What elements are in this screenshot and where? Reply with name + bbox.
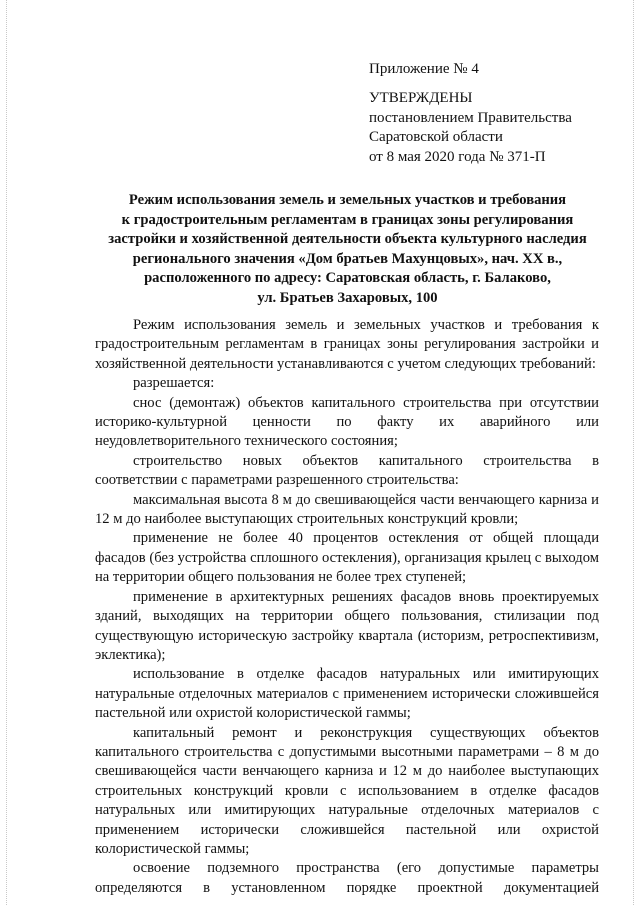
title-line: ул. Братьев Захаровых, 100	[257, 289, 438, 306]
title-line: расположенного по адресу: Саратовская область, г. Балаково,	[144, 270, 551, 286]
body-paragraph: применение в архитектурных решениях фасадов вновь проектируемых зданий, выходящих на территории общего пользования, стилизации под существующую историческую застройку квартала (историзм, ретроспективизм, эклектика);	[95, 588, 599, 663]
scan-edge-left	[6, 0, 7, 905]
approval-block	[369, 89, 572, 167]
title-line: застройки и хозяйственной деятельности объекта культурного наследия	[108, 231, 587, 247]
scan-edge-right	[633, 0, 634, 905]
body-paragraph: применение не более 40 процентов остекления от общей площади фасадов (без устройства сплошного остекления), организация крылец с выходом на территории общего пользования не более трех ступеней;	[95, 530, 599, 586]
approval-line: Саратовской области	[369, 129, 503, 145]
title-line: регионального значения «Дом братьев Махунцовых», нач. XX в.,	[132, 250, 563, 267]
document-title	[95, 191, 600, 308]
body-paragraph: капитальный ремонт и реконструкция существующих объектов капитального строительства с допустимыми высотными параметрами – 8 м до свешивающейся части венчающего карниза и 12 м до наиболее выступающих строительных конструкций кровли с использованием в отделке фасадов натуральных или имитирующих натуральные отделочных материалов с применением исторически сложившейся пастельной или охристой колористической гаммы;	[95, 724, 599, 857]
document-body	[95, 316, 599, 898]
title-line: Режим использования земель и земельных участков и требования	[128, 192, 567, 208]
body-paragraph: использование в отделке фасадов натуральных или имитирующих натуральные отделочных материалов с применением исторически сложившейся пастельной или охристой колористической гаммы;	[95, 666, 599, 722]
body-paragraph: освоение подземного пространства (его допустимые параметры определяются в установленном порядке проектной документацией	[95, 860, 599, 896]
approval-line: постановлением Правительства	[369, 109, 572, 126]
approval-line: УТВЕРЖДЕНЫ	[369, 90, 473, 106]
appendix-label: Приложение № 4	[369, 61, 479, 77]
body-paragraph: разрешается:	[133, 375, 215, 392]
body-paragraph: строительство новых объектов капитального строительства в соответствии с параметрами разрешенного строительства:	[95, 452, 599, 489]
body-paragraph: максимальная высота 8 м до свешивающейся части венчающего карниза и 12 м до наиболее выступающих строительных конструкций кровли;	[95, 491, 599, 528]
body-paragraph: Режим использования земель и земельных участков и требования к градостроительным регламентам в границах зоны регулирования застройки и хозяйственной деятельности устанавливаются с учетом следующих требований:	[95, 317, 599, 372]
title-line: к градостроительным регламентам в границах зоны регулирования	[121, 211, 574, 228]
approval-line: от 8 мая 2020 года № 371-П	[369, 148, 546, 165]
body-paragraph: снос (демонтаж) объектов капитального строительства при отсутствии историко-культурной ценности по факту их аварийного или неудовлетворительного технического состояния;	[95, 394, 599, 450]
